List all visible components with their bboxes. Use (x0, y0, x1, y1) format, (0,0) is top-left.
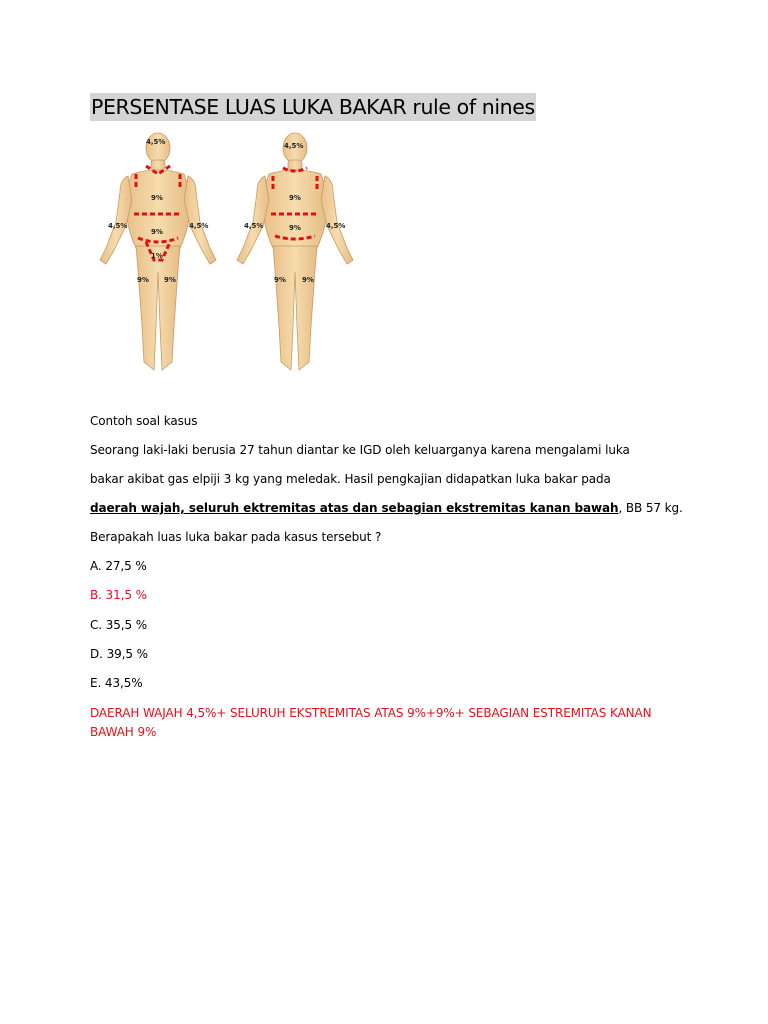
front-head-label: 4,5% (146, 138, 166, 146)
back-head-label: 4,5% (284, 142, 304, 150)
front-chest-label: 9% (151, 194, 163, 202)
back-left-arm-label: 4,5% (244, 222, 264, 230)
case-emphasis: daerah wajah, seluruh ektremitas atas dan sebagian ekstremitas kanan bawah (90, 501, 619, 515)
option-b-correct: B. 31,5 % (90, 588, 147, 602)
case-line-1: Seorang laki-laki berusia 27 tahun diantar ke IGD oleh keluarganya karena mengalami luka (90, 443, 630, 457)
case-heading: Contoh soal kasus (90, 414, 198, 428)
case-line-3 (90, 501, 683, 515)
front-right-leg-label: 9% (164, 276, 176, 284)
question-text: Berapakah luas luka bakar pada kasus tersebut ? (90, 530, 382, 544)
case-line-3-rest: , BB 57 kg. (618, 501, 683, 515)
front-abdomen-label: 9% (151, 228, 163, 236)
front-left-arm-label: 4,5% (108, 222, 128, 230)
back-right-leg-label: 9% (302, 276, 314, 284)
front-left-leg-label: 9% (137, 276, 149, 284)
option-a: A. 27,5 % (90, 559, 147, 573)
front-perineum-label: 1% (151, 252, 163, 260)
back-left-leg-label: 9% (274, 276, 286, 284)
page-title: PERSENTASE LUAS LUKA BAKAR rule of nines (91, 95, 535, 119)
option-c: C. 35,5 % (90, 618, 148, 632)
rule-of-nines-figure (88, 130, 368, 378)
back-right-arm-label: 4,5% (326, 222, 346, 230)
option-d: D. 39,5 % (90, 647, 148, 661)
answer-explanation: DAERAH WAJAH 4,5%+ SELURUH EKSTREMITAS ATAS 9%+9%+ SEBAGIAN ESTREMITAS KANAN BAWAH 9% (90, 706, 652, 739)
back-lower-label: 9% (289, 224, 301, 232)
option-e: E. 43,5% (90, 676, 143, 690)
front-right-arm-label: 4,5% (189, 222, 209, 230)
case-line-2: bakar akibat gas elpiji 3 kg yang meledak. Hasil pengkajian didapatkan luka bakar pada (90, 472, 611, 486)
back-body (237, 133, 353, 370)
back-upper-label: 9% (289, 194, 301, 202)
